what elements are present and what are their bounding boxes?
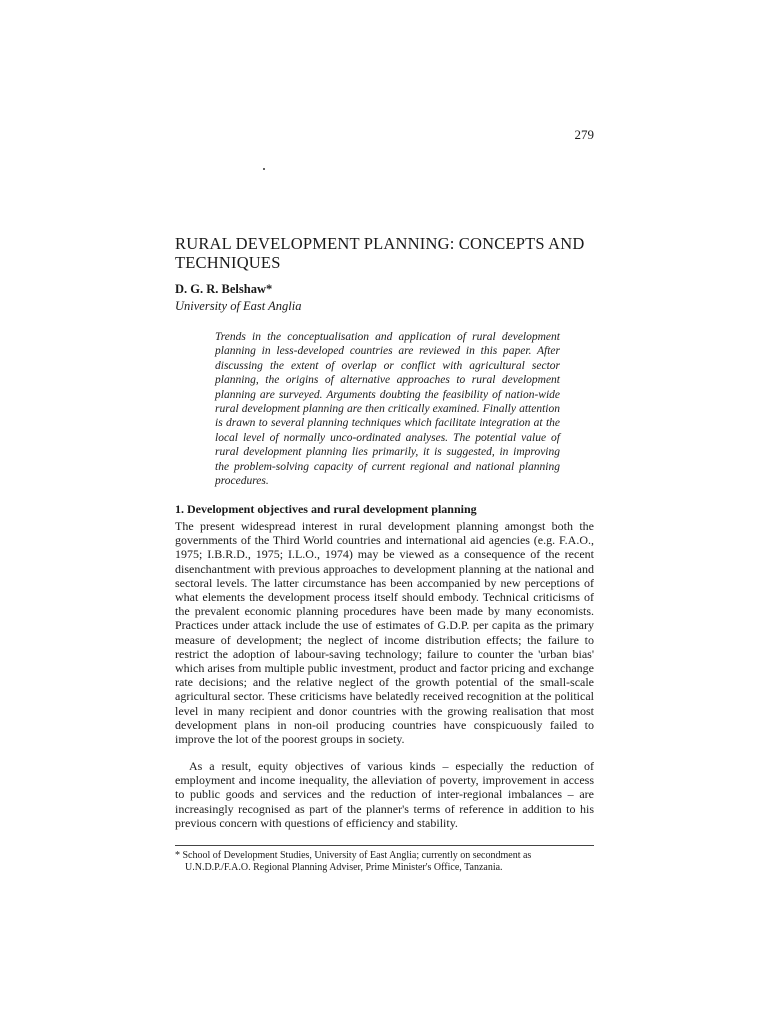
ink-speck	[263, 168, 265, 170]
author-affiliation: University of East Anglia	[175, 299, 302, 313]
footnote-line-1: * School of Development Studies, University of East Anglia; currently on secondment as	[175, 850, 532, 861]
footnote-line-2: U.N.D.P./F.A.O. Regional Planning Adviser, Prime Minister's Office, Tanzania.	[185, 862, 503, 873]
author-name: D. G. R. Belshaw*	[175, 282, 273, 296]
body-paragraph-2: As a result, equity objectives of various kinds – especially the reduction of employment and income inequality, the alleviation of poverty, improvement in access to public goods and services and the reduction of inter-regional imbalances – are increasingly recognised as part of the planner's terms of reference in addition to his previous concern with questions of efficiency and stability.	[175, 759, 594, 830]
footnote-rule	[175, 845, 594, 846]
page-number: 279	[574, 127, 594, 142]
abstract: Trends in the conceptualisation and application of rural development planning in less-developed countries are reviewed in this paper. After discussing the extent of overlap or conflict with agricultural sector planning, the origins of alternative approaches to rural development planning are surveyed. Arguments doubting the feasibility of nation-wide rural development planning are then critically examined. Finally attention is drawn to several planning techniques which facilitate integration at the local level of normally unco-ordinated analyses. The potential value of rural development planning lies primarily, it is suggested, in improving the problem-solving capacity of current regional and national planning procedures.	[215, 331, 560, 488]
footnote	[175, 850, 594, 874]
paper-title: RURAL DEVELOPMENT PLANNING: CONCEPTS AND TECHNIQUES	[175, 234, 585, 272]
section-heading: 1. Development objectives and rural development planning	[175, 502, 477, 516]
body-paragraph-1: The present widespread interest in rural development planning amongst both the governments of the Third World countries and international aid agencies (e.g. F.A.O., 1975; I.B.R.D., 1975; I.L.O., 1974) may be viewed as a consequence of the recent disenchantment with previous approaches to development planning at the national and sectoral levels. The latter circumstance has been accompanied by new perceptions of what elements the development process itself should embody. Technical criticisms of the prevalent economic planning procedures have been made by many economists. Practices under attack include the use of estimates of G.D.P. per capita as the primary measure of development; the neglect of income distribution effects; the failure to restrict the adoption of labour-saving technology; failure to counter the 'urban bias' which arises from multiple public investment, product and factor pricing and exchange rate decisions; and the relative neglect of the growth potential of the small-scale agricultural sector. These criticisms have belatedly received recognition at the political level in many recipient and donor countries with the growing realisation that most development plans in non-oil producing countries have conspicuously failed to improve the lot of the poorest groups in society.	[175, 519, 594, 747]
